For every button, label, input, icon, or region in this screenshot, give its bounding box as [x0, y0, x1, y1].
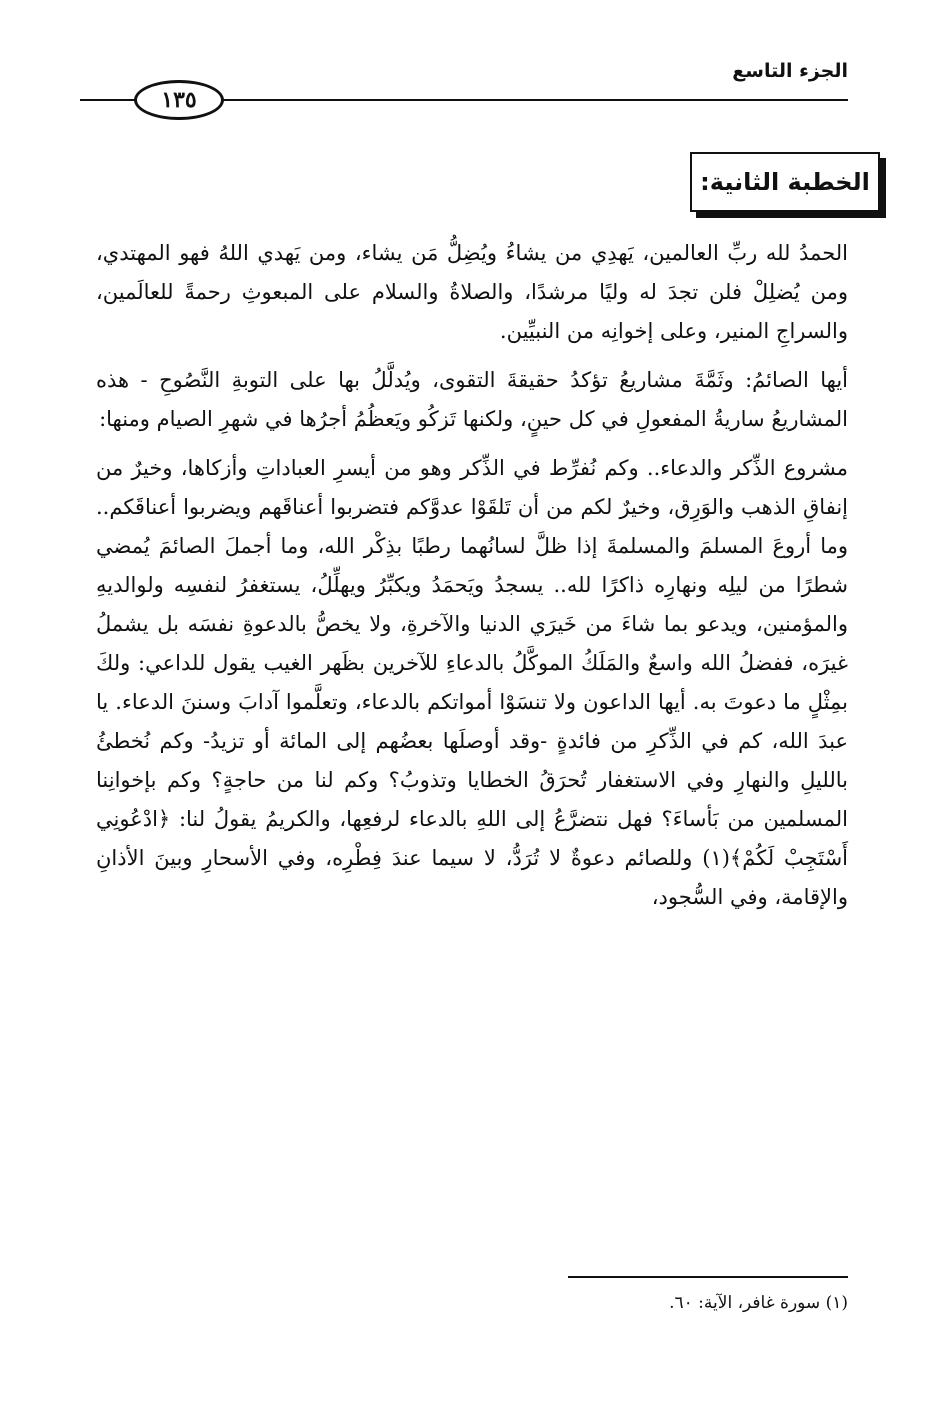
page-number: ١٣٥: [134, 80, 224, 120]
paragraph: أيها الصائمُ: وثَمَّةَ مشاريعُ تؤكدُ حقيقةَ التقوى، ويُدلَّلُ بها على التوبةِ النَّصُوحِ - هذه المشاريعُ ساريةُ المفعولِ في كل حينٍ، ولكنها تَزكُو ويَعظُمُ أجرُها في شهرِ الصيام ومنها:: [96, 368, 848, 431]
body-text: [96, 234, 848, 927]
footnote-rule: [568, 1276, 848, 1278]
paragraph: الحمدُ لله ربِّ العالمين، يَهدِي من يشاءُ ويُضِلُّ مَن يشاء، ومن يَهدي اللهُ فهو المهتدي، ومن يُضلِلْ فلن تجدَ له وليًا مرشدًا، والصلاةُ والسلام على المبعوثِ رحمةً للعالَمين، والسراجِ المنير، وعلى إخوانِه من النبيِّين.: [96, 241, 848, 343]
running-title: الجزء التاسع: [732, 60, 848, 82]
footnote: (١) سورة غافر، الآية: ٦٠.: [669, 1293, 848, 1313]
section-title: الخطبة الثانية:: [690, 152, 880, 212]
paragraph: مشروع الذِّكر والدعاء.. وكم نُفرِّط في الذِّكر وهو من أيسرِ العباداتِ وأزكاها، وخيرٌ من إنفاقِ الذهب والوَرِق، وخيرٌ لكم من أن تَلقَوْا عدوَّكم فتضربوا أعناقَهم ويضربوا أعناقَكم.. وما أروعَ المسلمَ والمسلمةَ إذا ظلَّ لسانُهما رطبًا بذِكْر الله، وما أجملَ الصائمَ يُمضي شطرًا من ليلِه ونهارِه ذاكرًا لله.. يسجدُ ويَحمَدُ ويكبِّرُ ويهلِّلُ، يستغفرُ لنفسِه ولوالديهِ والمؤمنين، ويدعو بما شاءَ من خَيرَي الدنيا والآخرةِ، ولا يخصُّ بالدعوةِ نفسَه بل يشملُ غيرَه، ففضلُ الله واسعٌ والمَلَكُ الموكَّلُ بالدعاءِ للآخرين بظَهر الغيب يقول للداعي: ولكَ بمِثْلٍ ما دعوتَ به. أيها الداعون ولا تنسَوْا أمواتكم بالدعاء، وتعلَّموا آدابَ وسننَ الدعاء. يا عبدَ الله، كم في الذِّكرِ من فائدةٍ -وقد أوصلَها بعضُهم إلى المائة أو تزيدُ- وكم نُخطئُ بالليلِ والنهارِ وفي الاستغفار تُحرَقُ الخطايا وتذوبُ؟ وكم لنا من حاجةٍ؟ وكم بإخوانِنا المسلمين من بَأساءَ؟ فهل نتضرَّعُ إلى اللهِ بالدعاء لرفعِها، والكريمُ يقولُ لنا: ﴿ادْعُونِي أَسْتَجِبْ لَكُمْ﴾(١) وللصائم دعوةٌ لا تُرَدُّ، لا سيما عندَ فِطْرِه، وفي الأسحارِ وبينَ الأذانِ والإقامة، وفي السُّجود،: [96, 456, 848, 909]
